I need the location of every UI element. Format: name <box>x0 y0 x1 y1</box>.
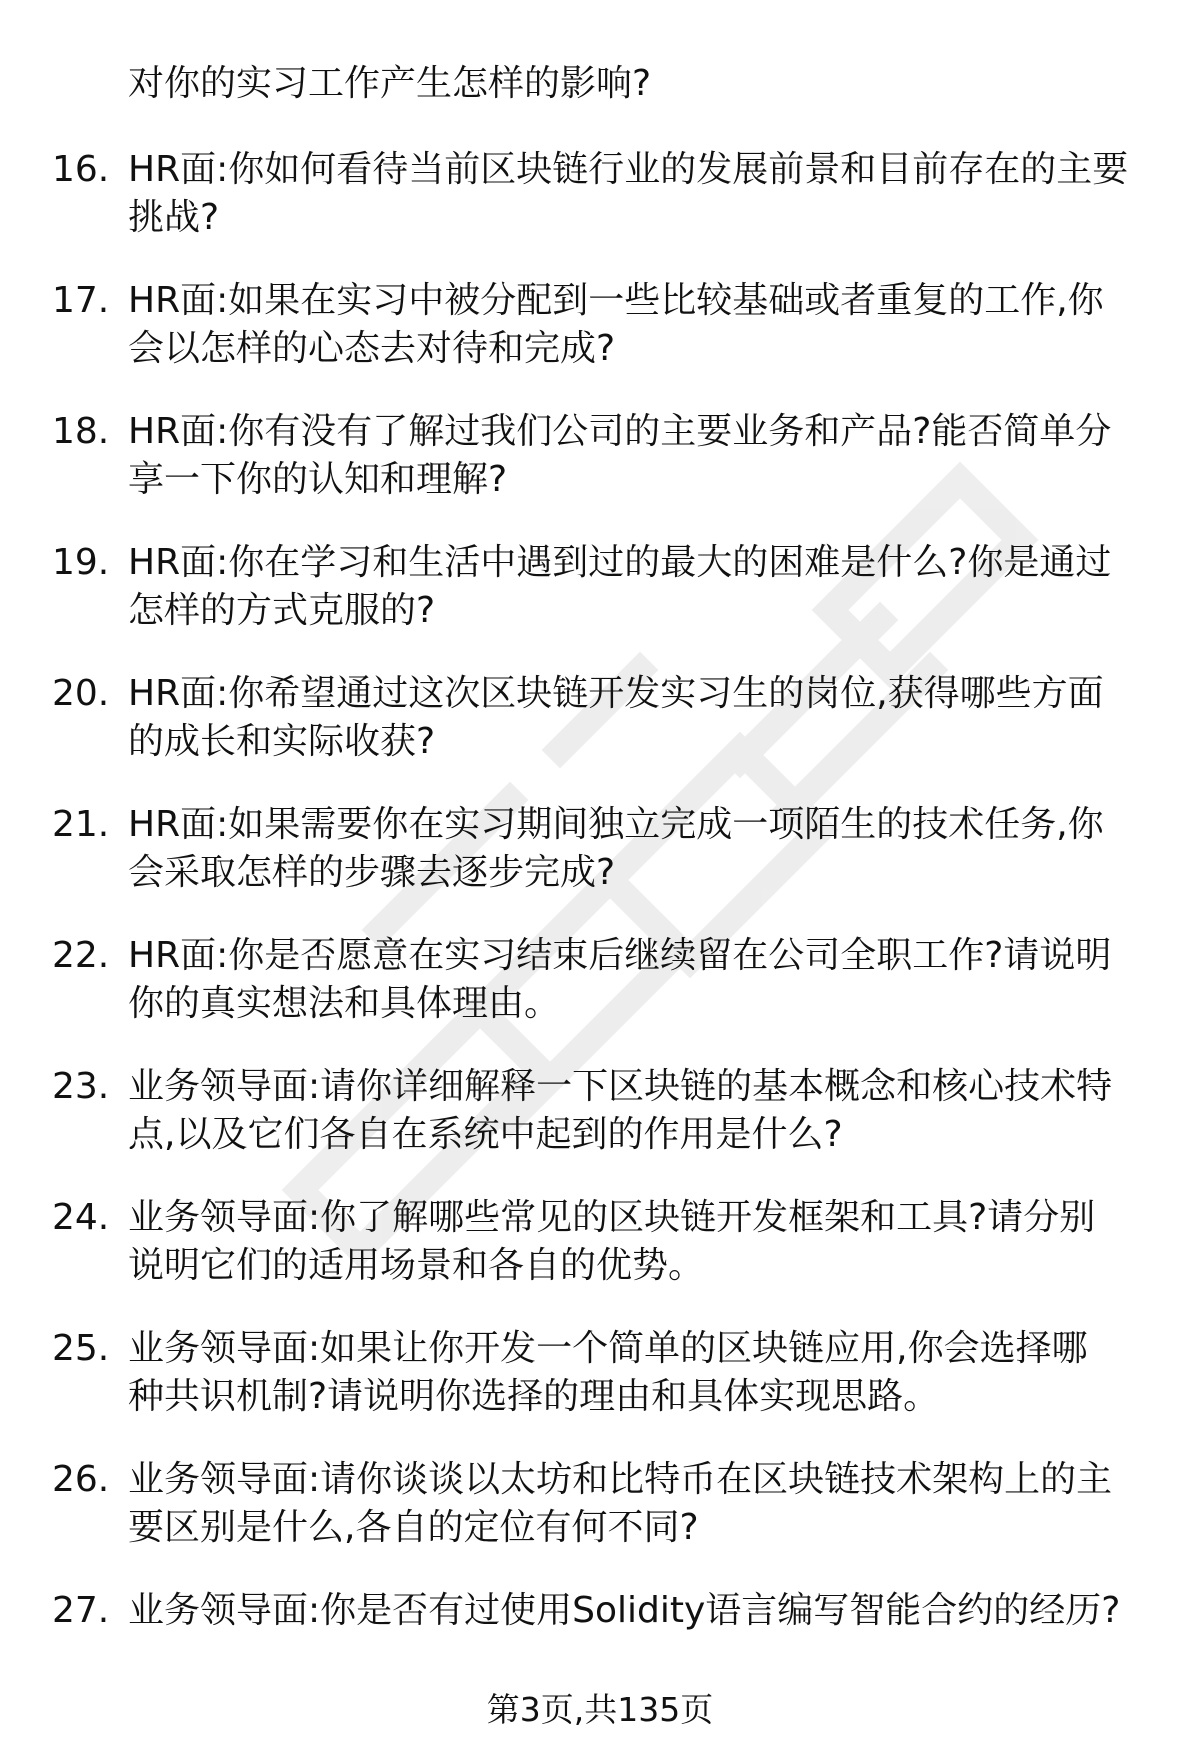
question-number: 27. <box>52 1590 110 1631</box>
question-number: 25. <box>52 1328 110 1369</box>
question-line: 会以怎样的心态去对待和完成? <box>128 328 616 369</box>
question-number: 18. <box>52 411 110 452</box>
list-item <box>0 408 1200 539</box>
question-text <box>128 932 1158 1028</box>
list-item <box>0 539 1200 670</box>
question-number: 16. <box>52 149 110 190</box>
question-number: 17. <box>52 280 110 321</box>
list-item <box>0 277 1200 408</box>
question-text <box>128 539 1158 635</box>
question-line: HR面:如果在实习中被分配到一些比较基础或者重复的工作,你 <box>128 280 1104 321</box>
question-line: 怎样的方式克服的? <box>128 590 436 631</box>
list-item <box>0 670 1200 801</box>
list-item <box>0 801 1200 932</box>
question-line: HR面:如果需要你在实习期间独立完成一项陌生的技术任务,你 <box>128 804 1104 845</box>
question-text <box>128 277 1158 373</box>
question-list <box>0 146 1200 1718</box>
question-text <box>128 670 1158 766</box>
question-line: 挑战? <box>128 197 220 238</box>
question-line: 业务领导面:请你详细解释一下区块链的基本概念和核心技术特 <box>128 1066 1113 1107</box>
list-item <box>0 1456 1200 1587</box>
question-line: HR面:你有没有了解过我们公司的主要业务和产品?能否简单分 <box>128 411 1112 452</box>
question-line: 业务领导面:如果让你开发一个简单的区块链应用,你会选择哪 <box>128 1328 1088 1369</box>
question-number: 24. <box>52 1197 110 1238</box>
question-line: HR面:你如何看待当前区块链行业的发展前景和目前存在的主要 <box>128 149 1129 190</box>
list-item <box>0 1063 1200 1194</box>
question-text <box>128 146 1158 242</box>
question-line: HR面:你是否愿意在实习结束后继续留在公司全职工作?请说明 <box>128 935 1112 976</box>
list-item <box>0 1194 1200 1325</box>
question-line: 业务领导面:你了解哪些常见的区块链开发框架和工具?请分别 <box>128 1197 1096 1238</box>
question-line: HR面:你希望通过这次区块链开发实习生的岗位,获得哪些方面 <box>128 673 1104 714</box>
question-line: 种共识机制?请说明你选择的理由和具体实现思路。 <box>128 1376 940 1417</box>
question-text <box>128 1063 1158 1159</box>
question-text <box>128 1456 1158 1552</box>
question-line: 点,以及它们各自在系统中起到的作用是什么? <box>128 1114 843 1155</box>
question-line: 业务领导面:你是否有过使用Solidity语言编写智能合约的经历? <box>128 1590 1121 1631</box>
question-text <box>128 801 1158 897</box>
question-text <box>128 1194 1158 1290</box>
question-line: 你的真实想法和具体理由。 <box>128 983 561 1024</box>
question-text <box>128 1587 1158 1635</box>
list-item <box>0 146 1200 277</box>
question-text <box>128 408 1158 504</box>
question-line: HR面:你在学习和生活中遇到过的最大的困难是什么?你是通过 <box>128 542 1112 583</box>
question-text <box>128 1325 1158 1421</box>
page-footer: 第3页,共135页 <box>486 1690 714 1729</box>
question-line: 会采取怎样的步骤去逐步完成? <box>128 852 616 893</box>
question-number: 22. <box>52 935 110 976</box>
question-line: 的成长和实际收获? <box>128 721 436 762</box>
question-number: 21. <box>52 804 110 845</box>
question-line: 说明它们的适用场景和各自的优势。 <box>128 1245 705 1286</box>
question-line: 要区别是什么,各自的定位有何不同? <box>128 1507 699 1548</box>
list-item <box>0 932 1200 1063</box>
list-item <box>0 1325 1200 1456</box>
question-number: 20. <box>52 673 110 714</box>
question-line: 业务领导面:请你谈谈以太坊和比特币在区块链技术架构上的主 <box>128 1459 1113 1500</box>
question-number: 23. <box>52 1066 110 1107</box>
question-number: 19. <box>52 542 110 583</box>
question-line: 享一下你的认知和理解? <box>128 459 508 500</box>
question-number: 26. <box>52 1459 110 1500</box>
intro-text: 对你的实习工作产生怎样的影响? <box>128 63 652 104</box>
